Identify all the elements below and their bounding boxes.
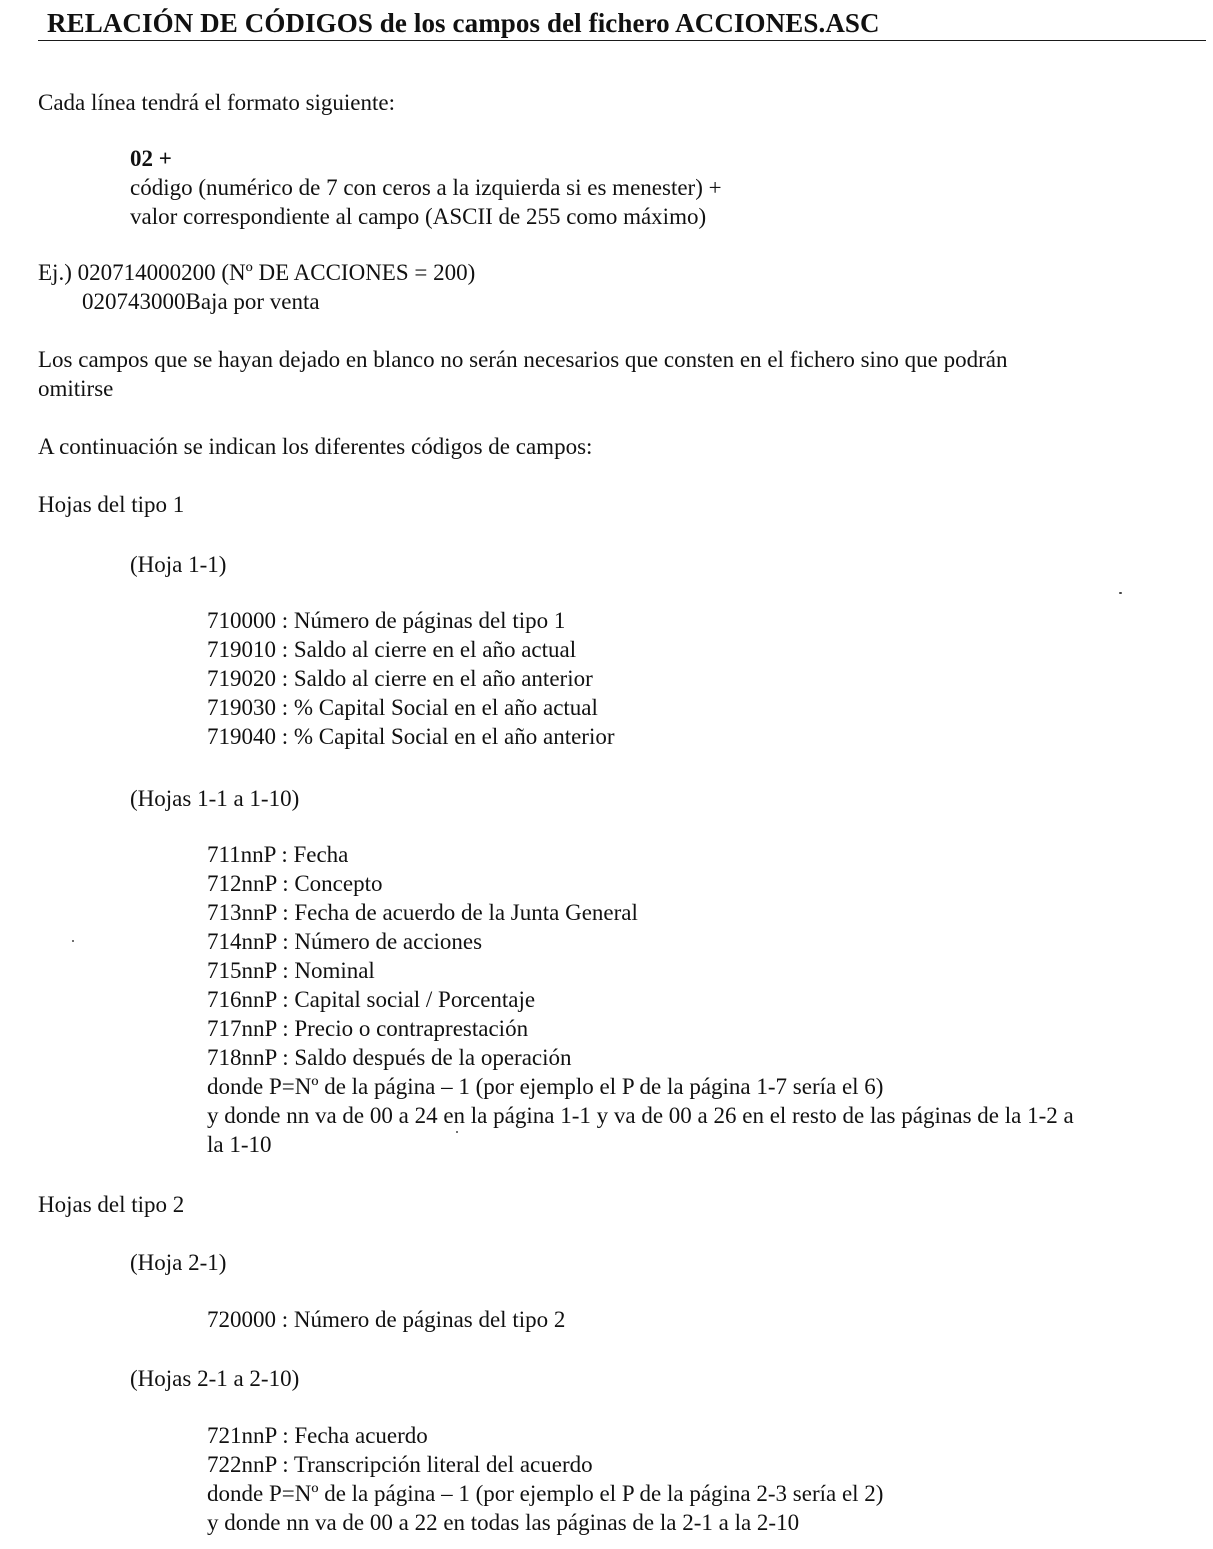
note-line: la 1-10 [207, 1132, 272, 1157]
type2-sheet-a-label: (Hoja 2-1) [130, 1250, 227, 1275]
list-item: 714nnP : Número de acciones [207, 929, 483, 954]
note-line: donde P=Nº de la página – 1 (por ejemplo el P de la página 1-7 sería el 6) [207, 1074, 884, 1099]
list-item: 711nnP : Fecha [207, 842, 349, 867]
note-line: donde P=Nº de la página – 1 (por ejemplo el P de la página 2-3 sería el 2) [207, 1481, 884, 1506]
scan-speck [72, 940, 74, 942]
note-line: y donde nn va de 00 a 22 en todas las páginas de la 2-1 a la 2-10 [207, 1510, 800, 1535]
scan-speck [456, 1131, 458, 1133]
note-line: y donde nn va de 00 a 24 en la página 1-1 y va de 00 a 26 en el resto de las páginas de la 1-2 a [207, 1103, 1074, 1128]
list-item: 719040 : % Capital Social en el año anterior [207, 724, 615, 749]
title-underline [38, 40, 1206, 41]
document-title: RELACIÓN DE CÓDIGOS de los campos del fichero ACCIONES.ASC [47, 8, 880, 38]
scan-speck [1119, 592, 1122, 594]
type2-sheet-b-label: (Hojas 2-1 a 2-10) [130, 1366, 300, 1391]
list-item: 713nnP : Fecha de acuerdo de la Junta General [207, 900, 638, 925]
list-item: 721nnP : Fecha acuerdo [207, 1423, 428, 1448]
list-item: 710000 : Número de páginas del tipo 1 [207, 608, 566, 633]
type2-heading: Hojas del tipo 2 [38, 1192, 185, 1217]
intro-text: Cada línea tendrá el formato siguiente: [38, 90, 396, 115]
example-line-1: Ej.) 020714000200 (Nº DE ACCIONES = 200) [38, 260, 476, 285]
list-item: 719010 : Saldo al cierre en el año actual [207, 637, 577, 662]
format-value-line: valor correspondiente al campo (ASCII de 255 como máximo) [130, 204, 707, 229]
blank-note-line-2: omitirse [38, 376, 114, 401]
type1-sheet-b-label: (Hojas 1-1 a 1-10) [130, 786, 300, 811]
list-item: 715nnP : Nominal [207, 958, 375, 983]
list-item: 719020 : Saldo al cierre en el año anterior [207, 666, 593, 691]
type1-sheet-a-label: (Hoja 1-1) [130, 552, 227, 577]
format-prefix: 02 + [130, 146, 172, 171]
type1-heading: Hojas del tipo 1 [38, 492, 185, 517]
example-line-2: 020743000Baja por venta [82, 289, 320, 314]
list-item: 719030 : % Capital Social en el año actual [207, 695, 598, 720]
codes-intro: A continuación se indican los diferentes códigos de campos: [38, 434, 593, 459]
list-item: 718nnP : Saldo después de la operación [207, 1045, 572, 1070]
list-item: 712nnP : Concepto [207, 871, 383, 896]
blank-note-line-1: Los campos que se hayan dejado en blanco no serán necesarios que consten en el fichero sino que podrán [38, 347, 1008, 372]
list-item: 717nnP : Precio o contraprestación [207, 1016, 529, 1041]
format-code-line: código (numérico de 7 con ceros a la izquierda si es menester) + [130, 175, 722, 200]
list-item: 716nnP : Capital social / Porcentaje [207, 987, 536, 1012]
list-item: 720000 : Número de páginas del tipo 2 [207, 1307, 566, 1332]
list-item: 722nnP : Transcripción literal del acuerdo [207, 1452, 593, 1477]
